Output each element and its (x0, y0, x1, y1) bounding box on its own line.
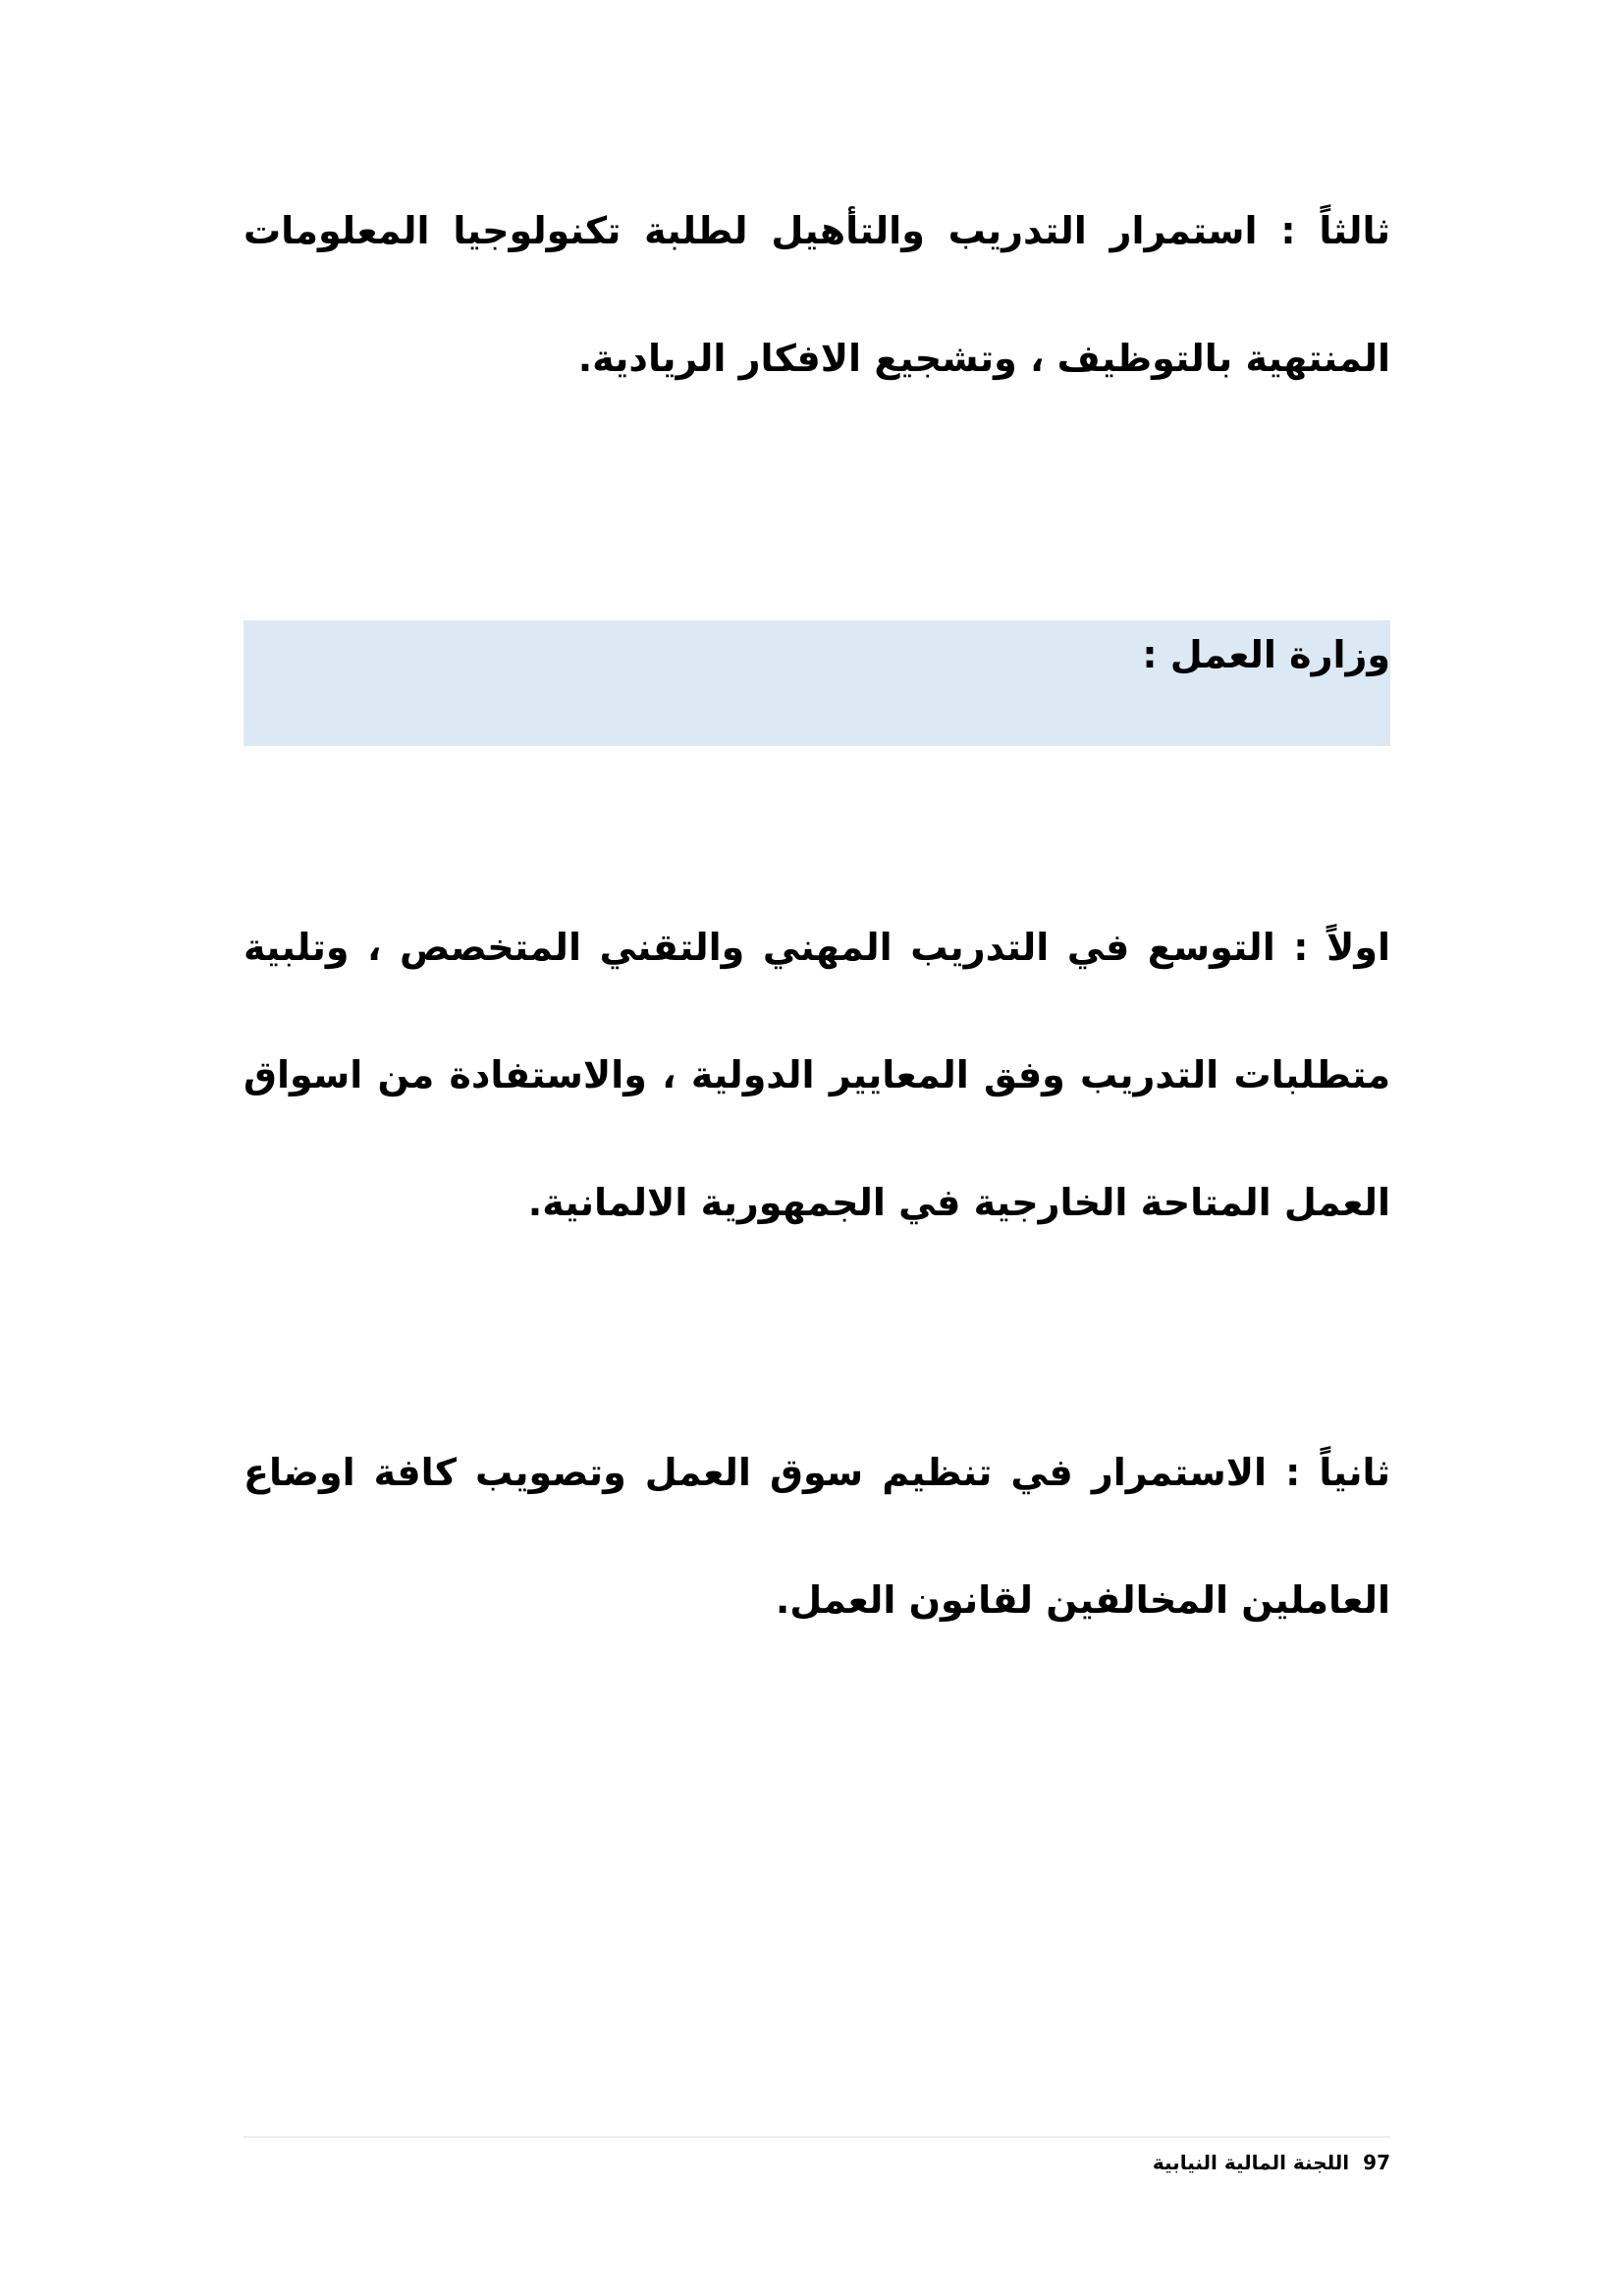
page-footer (1153, 2148, 1390, 2177)
paragraph-second-item: ثانياً : الاستمرار في تنظيم سوق العمل وتصويب كافة اوضاع العاملين المخالفين لقانون العمل. (244, 1451, 1390, 1622)
footer-divider (244, 2136, 1390, 2138)
footer-label: اللجنة المالية النيابية (1152, 2151, 1350, 2174)
paragraph-third-item: ثالثاً : استمرار التدريب والتأهيل لطلبة تكنولوجيا المعلومات المنتهية بالتوظيف ، وتشجيع الافكار الريادية. (244, 209, 1390, 380)
page-number: 97 (1363, 2151, 1390, 2174)
paragraph-first-item: اولاً : التوسع في التدريب المهني والتقني المتخصص ، وتلبية متطلبات التدريب وفق المعايير الدولية ، والاستفادة من اسواق العمل المتاحة الخارجية في الجمهورية الالمانية. (244, 926, 1390, 1224)
section-header-band (244, 620, 1390, 746)
section-heading: وزارة العمل : (1142, 633, 1390, 676)
